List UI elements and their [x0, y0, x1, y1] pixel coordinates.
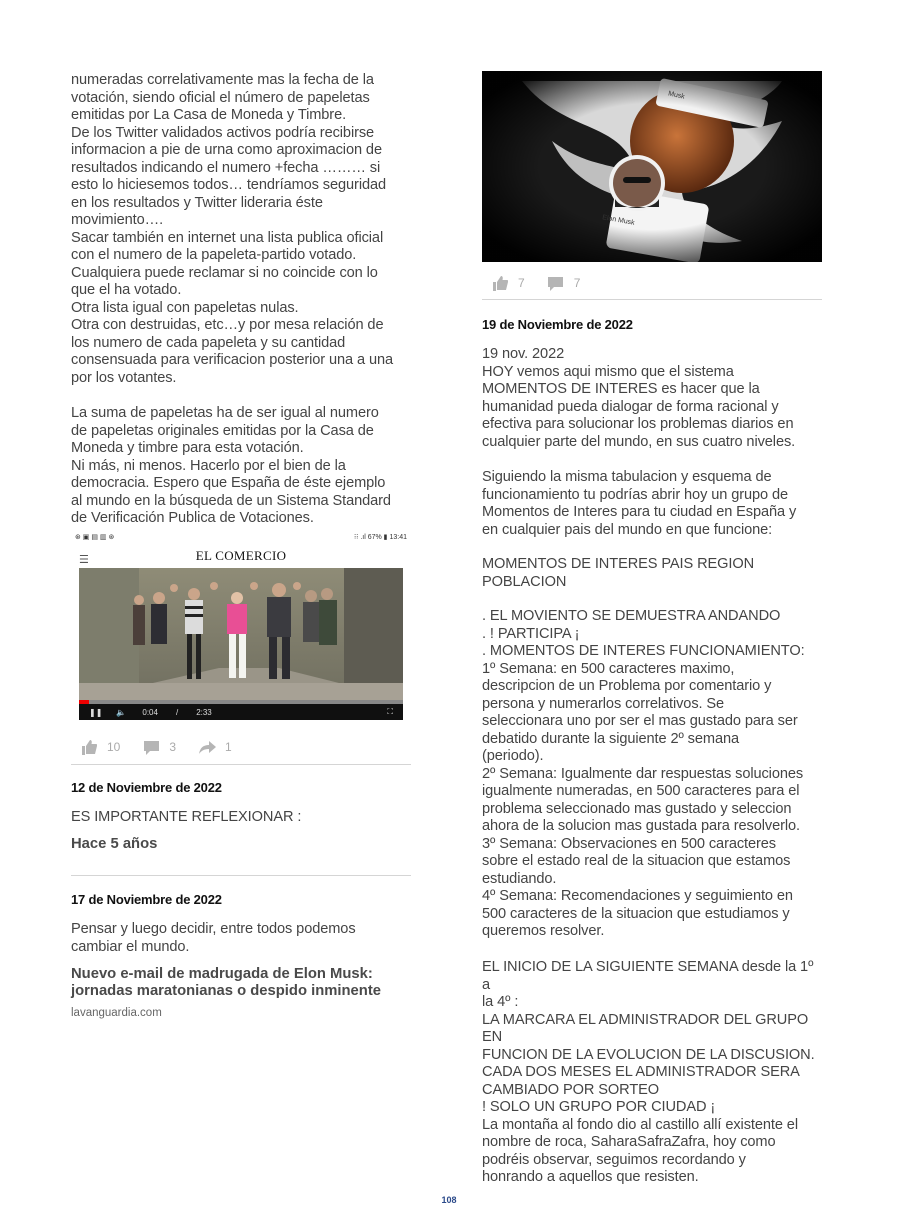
video-embed[interactable] [71, 533, 411, 728]
twitter-bird-photo [482, 71, 822, 262]
post-date: 12 de Noviembre de 2022 [71, 780, 222, 795]
video-still-crowd [79, 568, 403, 720]
right-paragraph-2: Siguiendo la misma tabulacion y esquema de funcionamiento tu podrías abrir hoy un grupo de Momentos de Interes para tu ciudad en España y en cualquier pais del mundo en que funcione: [482, 469, 797, 538]
phone-status-bar [71, 533, 411, 545]
photo-top-label: Musk [667, 90, 686, 101]
article-headline-link[interactable]: Nuevo e-mail de madrugada de Elon Musk: jornadas maratonianas o despido inminente [71, 966, 381, 999]
comment-count: 3 [169, 740, 177, 754]
comment-count: 7 [573, 276, 581, 290]
video-time-current: 0:04 [142, 707, 158, 717]
like-count: 7 [518, 276, 525, 290]
divider [71, 875, 411, 876]
left-paragraph-1: numeradas correlativamente mas la fecha de la votación, siendo oficial el número de papeletas emitidas por La Casa de Moneda y Timbre. De los Twitter validados activos podría recibirse informacion a pie de urna como aproximacion de resultados indicando el numero +fecha ……… si esto lo hiciesemos todos… tendríamos seguridad en los resultados y Twitter lideraria éste movimiento…. Sacar también en internet una lista publica oficial con el numero de la papeleta-partido votado. Cualquiera puede reclamar si no coincide con lo que el ha votado. Otra lista igual con papeletas nulas. Otra con destruidas, etc…y por mesa relación de los numero de cada papeleta y su cantidad consensuada para verificacion posterior una a una por los votantes. [71, 72, 394, 386]
comment-icon[interactable] [547, 275, 565, 291]
comment-icon[interactable] [142, 739, 160, 755]
newspaper-logo: EL COMERCIO [195, 548, 287, 563]
right-paragraph-5: EL INICIO DE LA SIGUIENTE SEMANA desde la 1º a la 4º : LA MARCARA EL ADMINISTRADOR DEL GRUPO EN FUNCION DE LA EVOLUCION DE LA DISCUSION. CADA DOS MESES EL ADMINISTRADOR SERA CAMBIADO POR SORTEO ! SOLO UN GRUPO POR CIUDAD ¡ La montaña al fondo dio al castillo allí existente el nombre de roca, SaharaSafraZafra, hoy como podréis observar, seguimos recordando y honrando a aquellos que resisten. [482, 959, 815, 1185]
divider [71, 764, 411, 765]
share-icon[interactable] [198, 739, 216, 755]
divider [482, 299, 822, 300]
twitter-musk-image[interactable] [482, 71, 822, 262]
right-paragraph-1: 19 nov. 2022 HOY vemos aqui mismo que el sistema MOMENTOS DE INTERES es hacer que la humanidad pueda dialogar de forma racional y efectiva para solucionar los problemas diarios en cualquier parte del mundo, en sus cuatro niveles. [482, 346, 796, 450]
post-text: ES IMPORTANTE REFLEXIONAR : [71, 809, 302, 825]
pause-icon[interactable]: ❚❚ [89, 707, 103, 717]
fullscreen-icon[interactable]: ⛶ [387, 707, 393, 716]
post-text: Pensar y luego decidir, entre todos podemos cambiar el mundo. [71, 921, 356, 955]
video-time-total: 2:33 [196, 707, 212, 717]
post-date: 17 de Noviembre de 2022 [71, 892, 222, 907]
article-source[interactable]: lavanguardia.com [71, 1007, 162, 1019]
status-icons-left: ⊛ ▣ ▤ ▥ ⊛ [75, 534, 115, 541]
page-number: 108 [441, 1195, 457, 1205]
post-date: 19 de Noviembre de 2022 [482, 317, 633, 332]
menu-icon[interactable]: ☰ [79, 554, 89, 566]
video-controls [79, 704, 403, 720]
right-reaction-bar [491, 275, 602, 291]
video-frame[interactable] [79, 568, 403, 720]
left-reaction-bar [80, 739, 254, 755]
like-icon[interactable] [491, 275, 509, 291]
like-count: 10 [107, 740, 121, 754]
post-headline[interactable]: Hace 5 años [71, 836, 158, 852]
status-icons-right: ⁝⁝ .ıl 67% ▮ 13:41 [353, 534, 407, 541]
right-paragraph-3: MOMENTOS DE INTERES PAIS REGION POBLACION [482, 556, 755, 590]
share-count: 1 [225, 740, 232, 754]
right-paragraph-4: . EL MOVIENTO SE DEMUESTRA ANDANDO . ! PARTICIPA ¡ . MOMENTOS DE INTERES FUNCIONAMIENTO: 1º Semana: en 500 caracteres maximo, descripcion de un Problema por comentario y persona y numerarlos correlativos. Se seleccionara uno por ser el mas gustado para ser debatido durante la siguiente 2º semana (periodo). 2º Semana: Igualmente dar respuestas soluciones igualmente numeradas, en 500 caracteres para el problema seleccionado mas gustado y seleccion ahora de la solucion mas gustada para resolverlo. 3º Semana: Observaciones en 500 caracteres sobre el estado real de la situacion que estamos estudiando. 4º Semana: Recomendaciones y seguimiento en 500 caracteres de la situacion que estudiamos y queremos resolver. [482, 608, 805, 939]
video-time-separator: / [175, 707, 179, 717]
photo-profile-name: Elon Musk [601, 214, 636, 227]
left-paragraph-2: La suma de papeletas ha de ser igual al numero de papeletas originales emitidas por la Casa de Moneda y timbre para esta votación. Ni más, ni menos. Hacerlo por el bien de la democracia. Espero que España de éste ejemplo al mundo en la búsqueda de un Sistema Standard de Verificación Publica de Votaciones. [71, 405, 391, 526]
volume-icon[interactable]: 🔈 [116, 707, 127, 717]
like-icon[interactable] [80, 739, 98, 755]
